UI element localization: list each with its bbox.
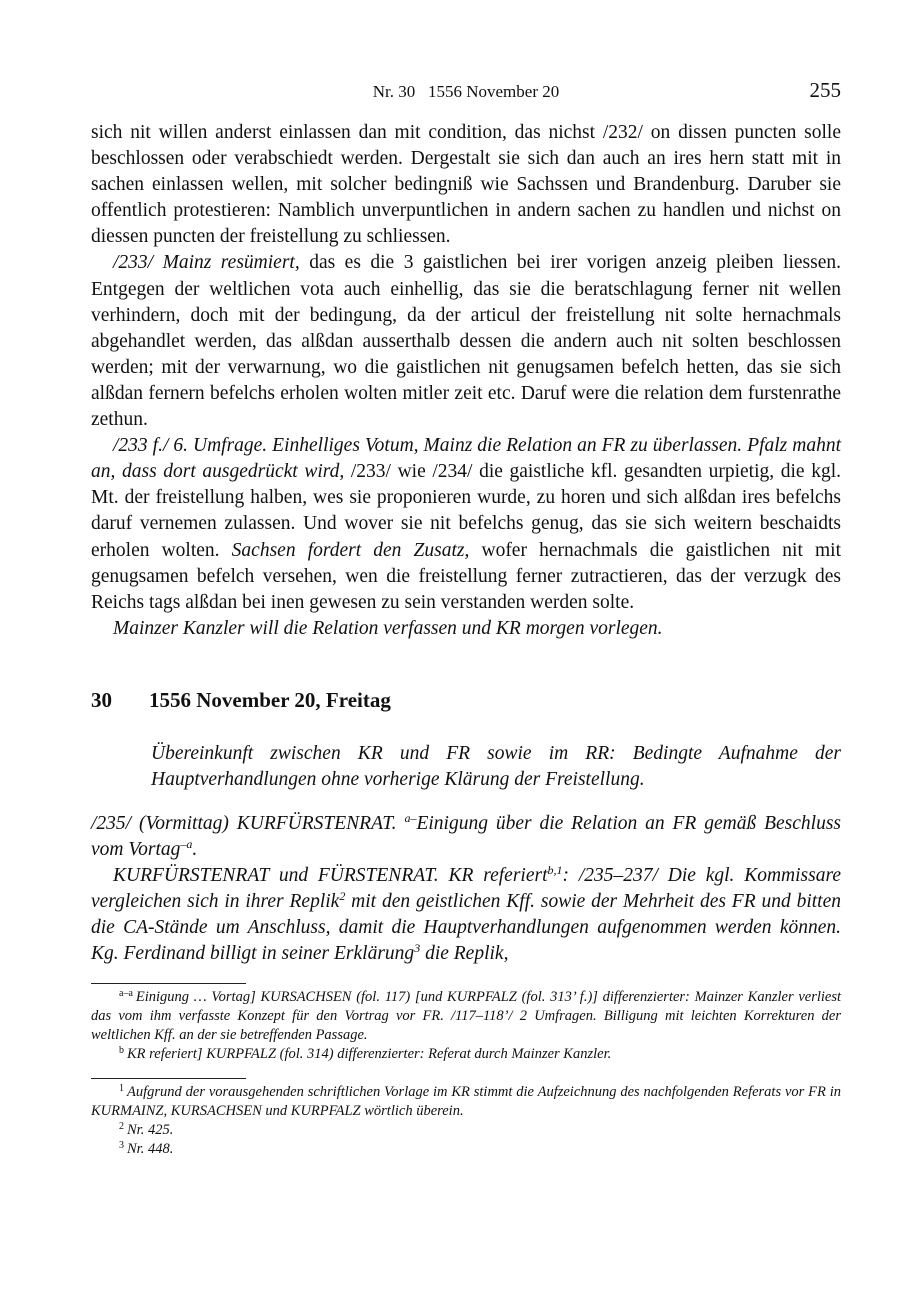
textual-notes (91, 983, 841, 1064)
document-heading (91, 688, 841, 713)
factual-note-2 (91, 1121, 841, 1140)
paragraph-3-italic: /233 f./ 6. Umfrage. Einhelliges Votum, Mainz die Relation an FR zu überlassen. Pfalz mahnt an, dass dort ausgedrückt wird, (91, 435, 841, 483)
document-paragraph-2 (91, 863, 841, 967)
factual-note-2-text: Nr. 425. (127, 1122, 174, 1139)
document-paragraph-2-b: : /235–237/ Die kgl. Kommissare vergleichen sich in ihrer Replik (91, 865, 842, 913)
factual-notes (91, 1078, 841, 1159)
document-paragraph-2-d: die Replik, (420, 943, 509, 965)
document-number: 30 (91, 687, 112, 712)
paragraph-3-italic-2: Sachsen fordert den Zusatz, (231, 539, 470, 561)
document-paragraph-2-c: mit den geistlichen Kff. sowie der Mehrheit des FR und bitten die CA-Stände um Anschluss, damit die Hauptverhandlungen aufgenommen werden können. Kg. Ferdinand billigt in seiner Erklärung (91, 891, 841, 965)
document-paragraph-1-a: /235/ (Vormittag) KURFÜRSTENRAT. (91, 812, 397, 834)
page-number: 255 (809, 78, 841, 102)
paragraph-3-text: /233/ wie /234/ die gaistliche kfl. gesandten urpietig, die kgl. Mt. der freistellung halben, wes sie proponieren wurde, zu horen und sich alßdan ires befelchs daruf vernemen zulassen. Und wover sie nit befelchs genug, das sie sich weitern beschaidts erholen wolten. (91, 461, 841, 561)
document-paragraph-2-a: KURFÜRSTENRAT und FÜRSTENRAT. KR referiert (113, 865, 548, 887)
paragraph-1: sich nit willen anderst einlassen dan mit condition, das nichst /232/ on dissen puncten solle beschlossen oder verabschiedt werden. Dergestalt sie sich dan auch an ires hern statt mit in sachen einlassen wellen, mit solcher bedingniß wie Sachssen und Brandenburg. Daruber sie offentlich protestieren: Namblich unverpuntlichen in andern sachen zu handlen und nichst on diessen puncten der freistellung zu schliessen. (91, 122, 841, 248)
running-head-title (91, 82, 841, 102)
paragraph-3 (91, 433, 841, 616)
document-summary: Übereinkunft zwischen KR und FR sowie im RR: Bedingte Aufnahme der Hauptverhandlungen ohne vorherige Klärung der Freistellung. (151, 742, 841, 790)
running-head (91, 78, 841, 108)
document-paragraph-1-b: Einigung über die Relation an FR gemäß Beschluss vom Vortag (91, 812, 841, 860)
textual-note-a-mark: a–a (119, 988, 133, 1000)
textual-note-b (91, 1045, 841, 1064)
factual-note-2-mark: 2 (119, 1121, 124, 1133)
running-head-date: 1556 November 20 (427, 82, 560, 101)
textual-note-a-text: Einigung … Vortag] KURSACHSEN (fol. 117) [und KURPFALZ (fol. 313’ f.)] differenzierter: Mainzer Kanzler verliest das vom ihm verfasste Konzept für den Vortrag vor FR. /117–118’/ 2 Umfragen. Billigung mit leichten Korrekturen der weltlichen Kff. an der sie betreffenden Passage. (91, 989, 841, 1044)
paragraph-3-text-2: wofer hernachmals die gaistlichen nit mit genugsamen befelch versehen, wen die freistellung ferner zutractieren, das der verzugk des Reichs tags alßdan bei inen gewesen zu sein verstanden werden solte. (91, 539, 841, 613)
document-text (91, 811, 841, 968)
textual-note-a (91, 988, 841, 1045)
continuation-text (91, 120, 841, 642)
document-page (91, 78, 841, 1159)
paragraph-2 (91, 250, 841, 433)
note-ref-a-close: –a (180, 836, 193, 851)
paragraph-4-italic: Mainzer Kanzler will die Relation verfassen und KR morgen vorlegen. (113, 617, 663, 639)
factual-note-1-text: Aufgrund der vorausgehenden schriftlichen Vorlage im KR stimmt die Aufzeichnung des nachfolgenden Referats vor FR in KURMAINZ, KURSACHSEN und KURPFALZ wörtlich überein. (91, 1084, 841, 1120)
paragraph-2-italic: /233/ Mainz resümiert, (113, 252, 300, 274)
notes-rule-2 (91, 1078, 246, 1079)
document-paragraph-1 (91, 811, 841, 863)
factual-note-3-mark: 3 (119, 1140, 124, 1152)
paragraph-4 (91, 616, 841, 642)
document-paragraph-1-end: . (192, 838, 198, 860)
note-ref-2: 2 (339, 889, 346, 904)
note-ref-3: 3 (414, 941, 421, 956)
note-ref-b1: b,1 (547, 863, 563, 878)
paragraph-2-text: das es die 3 gaistlichen bei irer vorigen anzeig pleiben liessen. Entgegen der weltlichen vota auch einhellig, das sie die beratschlagung ferner nit wellen verhindern, doch mit der bedingung, da der articul der freistellung nit solte hernachmals abgehandlet werden, das alßdan ausserthalb dessen die andern auch nit solten beschlossen werden; mit der verwarnung, wo die gaistlichen nit genugsamen befelch hetten, das sie sich alßdan fernern befelchs erholen wolten mitler zeit etc. Daruf were die relation dem furstenrathe zethun. (91, 252, 841, 431)
factual-note-1-mark: 1 (119, 1083, 124, 1095)
document-title: 1556 November 20, Freitag (149, 687, 391, 712)
note-ref-a-open: a– (404, 810, 417, 825)
factual-note-3 (91, 1140, 841, 1159)
textual-note-b-text: KR referiert] KURPFALZ (fol. 314) differenzierter: Referat durch Mainzer Kanzler. (127, 1046, 612, 1063)
running-head-nr: Nr. 30 (372, 82, 416, 101)
factual-note-3-text: Nr. 448. (127, 1141, 174, 1158)
factual-note-1 (91, 1083, 841, 1121)
notes-rule (91, 983, 246, 984)
textual-note-b-mark: b (119, 1045, 124, 1057)
